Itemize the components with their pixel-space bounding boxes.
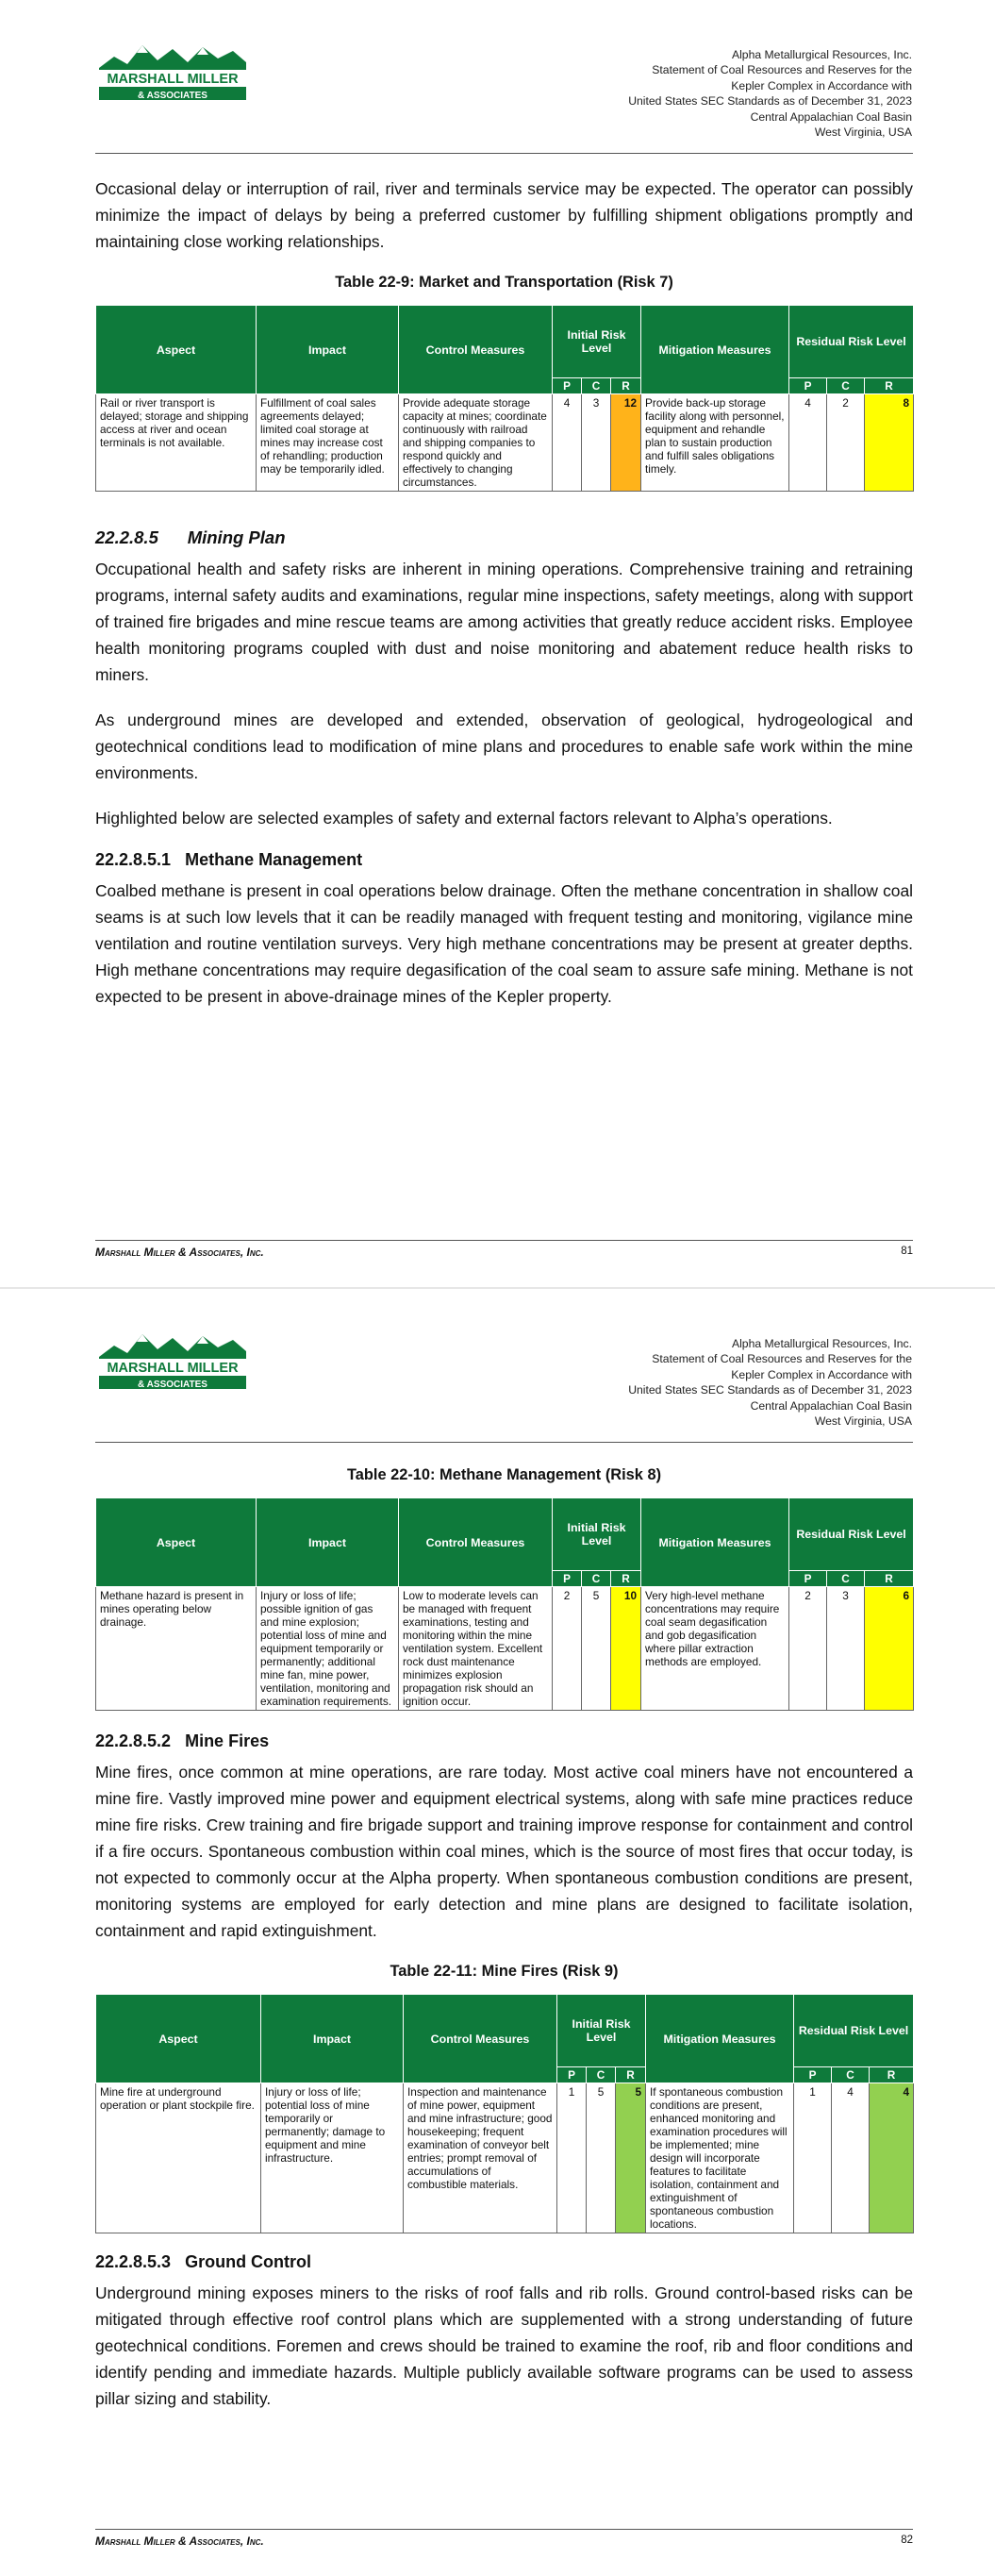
table-caption: Table 22-10: Methane Management (Risk 8) [346, 1466, 662, 1483]
col-p: P [557, 2067, 587, 2083]
paragraph: Occupational health and safety risks are inherent in mining operations. Comprehensive training and retraining programs, internal safety audits and examinations, regular mine inspections, safety meetings, along with support of trained fire brigades and mine rescue teams are among activities that greatly reduce accident risks. Employee health monitoring programs coupled with dust and noise monitoring and abatement reduce health risks to miners. [95, 560, 913, 684]
header-line: Kepler Complex in Accordance with [731, 1367, 912, 1381]
header-line: Kepler Complex in Accordance with [731, 78, 912, 92]
cell-residual-p: 4 [789, 394, 827, 492]
table-row [96, 394, 914, 492]
col-c: C [832, 2067, 870, 2083]
col-initial-risk: Initial Risk Level [553, 1498, 641, 1571]
col-initial-risk: Initial Risk Level [557, 1995, 646, 2067]
methane-paragraph: Coalbed methane is present in coal operations below drainage. Often the methane concentration in shallow coal seams is at such low levels that it can be readily managed with frequent testing and monitoring, vigilance mine ventilation and routine ventilation surveys. Very high methane concentrations may be present at greater depths. High methane concentrations may require degasification of the coal seam to assure safe mining. Methane is not expected to be present in above-drainage mines of the Kepler property. [95, 881, 913, 1006]
footer-company: Marshall Miller & Associates, Inc. [95, 2534, 264, 2548]
col-p: P [789, 1571, 827, 1587]
header-line: Central Appalachian Coal Basin [750, 109, 912, 124]
col-c: C [587, 2067, 616, 2083]
col-aspect: Aspect [96, 306, 257, 394]
col-aspect: Aspect [96, 1995, 261, 2083]
paragraph: Highlighted below are selected examples of safety and external factors relevant to Alpha’s operations. [95, 809, 833, 828]
table-caption: Table 22-9: Market and Transportation (Risk 7) [335, 274, 673, 291]
col-control: Control Measures [399, 1498, 553, 1587]
col-impact: Impact [257, 306, 399, 394]
cell-mitigation: Provide back-up storage facility along with personnel, equipment and rehandle plan to sustain production and fulfill sales obligations timely. [641, 394, 789, 492]
col-r: R [611, 1571, 641, 1587]
col-c: C [827, 378, 865, 394]
header-line: West Virginia, USA [814, 1414, 912, 1429]
cell-control: Inspection and maintenance of mine power, equipment and mine infrastructure; good housekeeping; frequent examination of conveyor belt entries; prompt removal of accumulations of combustible materials. [404, 2083, 557, 2233]
col-r: R [865, 1571, 914, 1587]
col-r: R [870, 2067, 914, 2083]
col-residual-risk: Residual Risk Level [789, 1498, 914, 1571]
col-r: R [865, 378, 914, 394]
cell-residual-r: 4 [870, 2083, 914, 2233]
header-line: Central Appalachian Coal Basin [750, 1398, 912, 1413]
cell-residual-p: 2 [789, 1587, 827, 1711]
footer-company: Marshall Miller & Associates, Inc. [95, 1246, 264, 1259]
cell-initial-r: 12 [611, 394, 641, 492]
footer-divider [95, 2529, 913, 2530]
cell-impact: Fulfillment of coal sales agreements delayed; limited coal storage at mines may increase cost of rehandling; production may be temporarily idled. [257, 394, 399, 492]
col-r: R [616, 2067, 646, 2083]
cell-residual-p: 1 [794, 2083, 832, 2233]
col-initial-risk: Initial Risk Level [553, 306, 641, 378]
subheading-methane: 22.2.8.5.1 Methane Management [95, 850, 363, 869]
col-mitigation: Mitigation Measures [646, 1995, 794, 2083]
cell-residual-r: 6 [865, 1587, 914, 1711]
page-81-content [95, 176, 913, 1029]
cell-impact: Injury or loss of life; possible ignition of gas and mine explosion; potential loss of mine and equipment temporarily or permanently; additional mine fan, mine power, ventilation, monitoring and examination requirements. [257, 1587, 399, 1711]
footer-divider [95, 1240, 913, 1241]
col-residual-risk: Residual Risk Level [789, 306, 914, 378]
risk-table-7 [95, 305, 914, 492]
cell-aspect: Rail or river transport is delayed; storage and shipping access at river and ocean terminals is not available. [96, 394, 257, 492]
company-logo [95, 1329, 250, 1400]
col-impact: Impact [261, 1995, 404, 2083]
header-divider [95, 153, 913, 154]
cell-residual-c: 3 [827, 1587, 865, 1711]
subheading-mine-fires: 22.2.8.5.2 Mine Fires [95, 1731, 270, 1750]
paragraph: As underground mines are developed and extended, observation of geological, hydrogeological and geotechnical conditions lead to modification of mine plans and procedures to enable safe work within the mine environments. [95, 711, 913, 782]
cell-control: Low to moderate levels can be managed with frequent examinations, testing and monitoring within the mine ventilation system. Excellent rock dust maintenance minimizes explosion propagation risk should an ignition occur. [399, 1587, 553, 1711]
section-heading-mining-plan: 22.2.8.5 Mining Plan [95, 527, 286, 547]
cell-initial-r: 10 [611, 1587, 641, 1711]
col-residual-risk: Residual Risk Level [794, 1995, 914, 2067]
col-c: C [827, 1571, 865, 1587]
page-81 [0, 0, 995, 1287]
col-mitigation: Mitigation Measures [641, 306, 789, 394]
ground-control-paragraph: Underground mining exposes miners to the risks of roof falls and rib rolls. Ground control-based risks can be mitigated through effective roof control plans which are supplemented with a strong understanding of future geotechnical conditions. Foremen and crews should be trained to examine the roof, rib and floor conditions and identify pending and immediate hazards. Multiple publicly available software programs can be used to assess pillar sizing and stability. [95, 2283, 913, 2408]
cell-aspect: Mine fire at underground operation or plant stockpile fire. [96, 2083, 261, 2233]
col-r: R [611, 378, 641, 394]
table-row [96, 1587, 914, 1711]
cell-initial-p: 4 [553, 394, 582, 492]
header-line: Statement of Coal Resources and Reserves for the [652, 1352, 912, 1366]
cell-initial-r: 5 [616, 2083, 646, 2233]
col-p: P [789, 378, 827, 394]
col-p: P [553, 1571, 582, 1587]
logo-line-2: & ASSOCIATES [138, 91, 207, 101]
col-control: Control Measures [399, 306, 553, 394]
subheading-ground-control: 22.2.8.5.3 Ground Control [95, 2252, 312, 2271]
cell-residual-c: 4 [832, 2083, 870, 2233]
cell-impact: Injury or loss of life; potential loss of mine temporarily or permanently; damage to equipment and mine infrastructure. [261, 2083, 404, 2233]
col-c: C [582, 1571, 611, 1587]
col-p: P [794, 2067, 832, 2083]
cell-mitigation: Very high-level methane concentrations may require coal seam degasification and gob degasification where pillar extraction methods are employed. [641, 1587, 789, 1711]
report-header [422, 1336, 912, 1429]
mine-fires-paragraph: Mine fires, once common at mine operations, are rare today. Most active coal miners have not encountered a mine fire. Vastly improved mine power and equipment electrical systems, along with safe mine practices reduce mine fire risks. Crew training and fire brigade support and training improve response for containment and control if a fire occurs. Spontaneous combustion within coal mines, which is the source of most fires that occur today, is not expected to commonly occur at the Alpha property. When spontaneous combustion conditions are present, monitoring systems are employed for early detection and mine plans are designed to facilitate isolation, containment and rapid extinguishment. [95, 1763, 913, 1940]
cell-control: Provide adequate storage capacity at mines; coordinate continuously with railroad and shipping companies to respond quickly and effectively to changing circumstances. [399, 394, 553, 492]
table-caption: Table 22-11: Mine Fires (Risk 9) [390, 1963, 619, 1980]
page-82-content [95, 1464, 913, 2431]
cell-initial-c: 5 [587, 2083, 616, 2233]
report-header [422, 47, 912, 140]
col-control: Control Measures [404, 1995, 557, 2083]
col-impact: Impact [257, 1498, 399, 1587]
intro-paragraph: Occasional delay or interruption of rail, river and terminals service may be expected. The operator can possibly minimize the impact of delays by being a preferred customer by fulfilling shipment obligations promptly and maintaining close working relationships. [95, 179, 913, 251]
header-line: West Virginia, USA [814, 125, 912, 140]
logo-line-1: MARSHALL MILLER [107, 72, 239, 87]
col-aspect: Aspect [96, 1498, 257, 1587]
header-line: United States SEC Standards as of December 31, 2023 [628, 94, 912, 109]
col-mitigation: Mitigation Measures [641, 1498, 789, 1587]
page-number: 81 [901, 1246, 913, 1257]
cell-mitigation: If spontaneous combustion conditions are present, enhanced monitoring and examination procedures will be implemented; mine design will incorporate features to facilitate isolation, containment and extinguishment of spontaneous combustion locations. [646, 2083, 794, 2233]
cell-initial-c: 3 [582, 394, 611, 492]
logo-line-1: MARSHALL MILLER [107, 1361, 239, 1376]
header-line: Alpha Metallurgical Resources, Inc. [731, 1337, 912, 1350]
risk-table-8 [95, 1497, 914, 1711]
header-line: United States SEC Standards as of December 31, 2023 [628, 1383, 912, 1397]
page-number: 82 [901, 2534, 913, 2546]
cell-residual-c: 2 [827, 394, 865, 492]
cell-initial-p: 2 [553, 1587, 582, 1711]
cell-initial-c: 5 [582, 1587, 611, 1711]
header-line: Statement of Coal Resources and Reserves for the [652, 63, 912, 77]
col-p: P [553, 378, 582, 394]
page-82 [0, 1289, 995, 2576]
company-logo [95, 40, 250, 111]
cell-initial-p: 1 [557, 2083, 587, 2233]
cell-residual-r: 8 [865, 394, 914, 492]
header-line: Alpha Metallurgical Resources, Inc. [731, 48, 912, 61]
col-c: C [582, 378, 611, 394]
risk-table-9 [95, 1994, 914, 2233]
table-row [96, 2083, 914, 2233]
header-divider [95, 1442, 913, 1443]
logo-line-2: & ASSOCIATES [138, 1380, 207, 1390]
cell-aspect: Methane hazard is present in mines operating below drainage. [96, 1587, 257, 1711]
